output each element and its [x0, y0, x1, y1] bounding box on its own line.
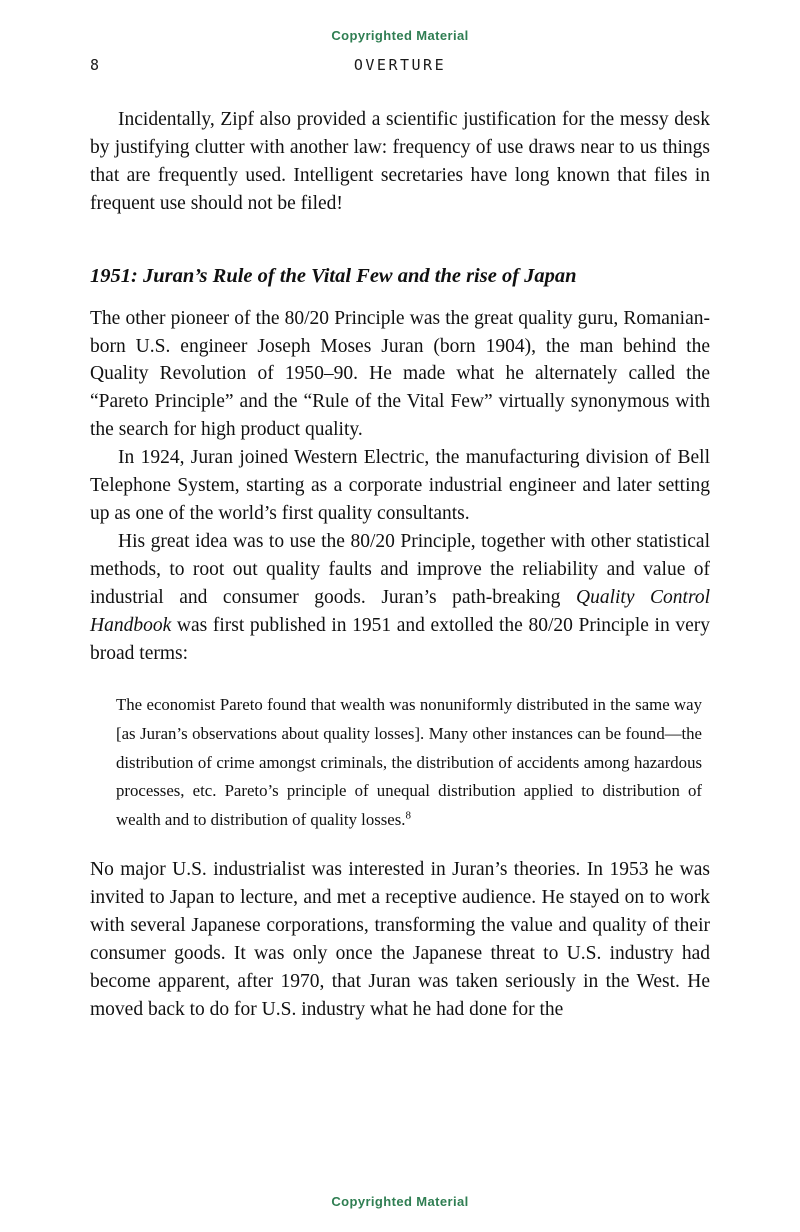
page-header — [90, 56, 710, 78]
chapter-title: OVERTURE — [353, 56, 447, 74]
block-quote-pareto — [116, 691, 702, 834]
paragraph-great-idea-pre: His great idea was to use the 80/20 Principle, together with other statistical methods, to root out quality faults and improve the reliability and value of industrial and consumer goods. Juran’s path-breaking — [90, 530, 710, 608]
paragraph-zipf: Incidentally, Zipf also provided a scientific justification for the messy desk by justifying clutter with another law: frequency of use draws near to us things that are frequently used. Intelligent secretaries have long known that files in frequent use should not be filed! — [90, 109, 710, 214]
footnote-reference: 8 — [405, 809, 411, 822]
book-title-quality-control-handbook: Quality Control Handbook — [90, 586, 710, 636]
paragraph-western-electric: In 1924, Juran joined Western Electric, the manufacturing division of Bell Telephone System, starting as a corporate industrial engineer and later setting up as one of the world’s first quality consultants. — [90, 447, 710, 524]
section-heading: 1951: Juran’s Rule of the Vital Few and the rise of Japan — [90, 264, 577, 287]
paragraph-japan: No major U.S. industrialist was interested in Juran’s theories. In 1953 he was invited to Japan to lecture, and met a receptive audience. He stayed on to work with several Japanese corporations, transforming the value and quality of their consumer goods. It was only once the Japanese threat to U.S. industry had become apparent, after 1970, that Juran was taken seriously in the West. He moved back to do for U.S. industry what he had done for the — [90, 859, 710, 1020]
paragraph-juran-intro: The other pioneer of the 80/20 Principle was the great quality guru, Romanian-born U.S. engineer Joseph Moses Juran (born 1904), the man behind the Quality Revolution of 1950–90. He made what he alternately called the “Pareto Principle” and the “Rule of the Vital Few” virtually synonymous with the search for high product quality. — [90, 307, 710, 441]
block-quote-text: The economist Pareto found that wealth was nonuniformly distributed in the same way [as Juran’s observations about quality losses]. Many other instances can be found—the distribution of crime amongst criminals, the distribution of accidents among hazardous processes, etc. Pareto’s principle of unequal distribution applied to distribution of wealth and to distribution of quality losses. — [116, 695, 702, 829]
paragraph-great-idea — [90, 528, 710, 668]
page-number: 8 — [90, 56, 100, 74]
copyright-notice-bottom: Copyrighted Material — [331, 1194, 469, 1209]
copyright-notice-top: Copyrighted Material — [331, 28, 469, 43]
paragraph-great-idea-post: was first published in 1951 and extolled the 80/20 Principle in very broad terms: — [90, 614, 710, 664]
